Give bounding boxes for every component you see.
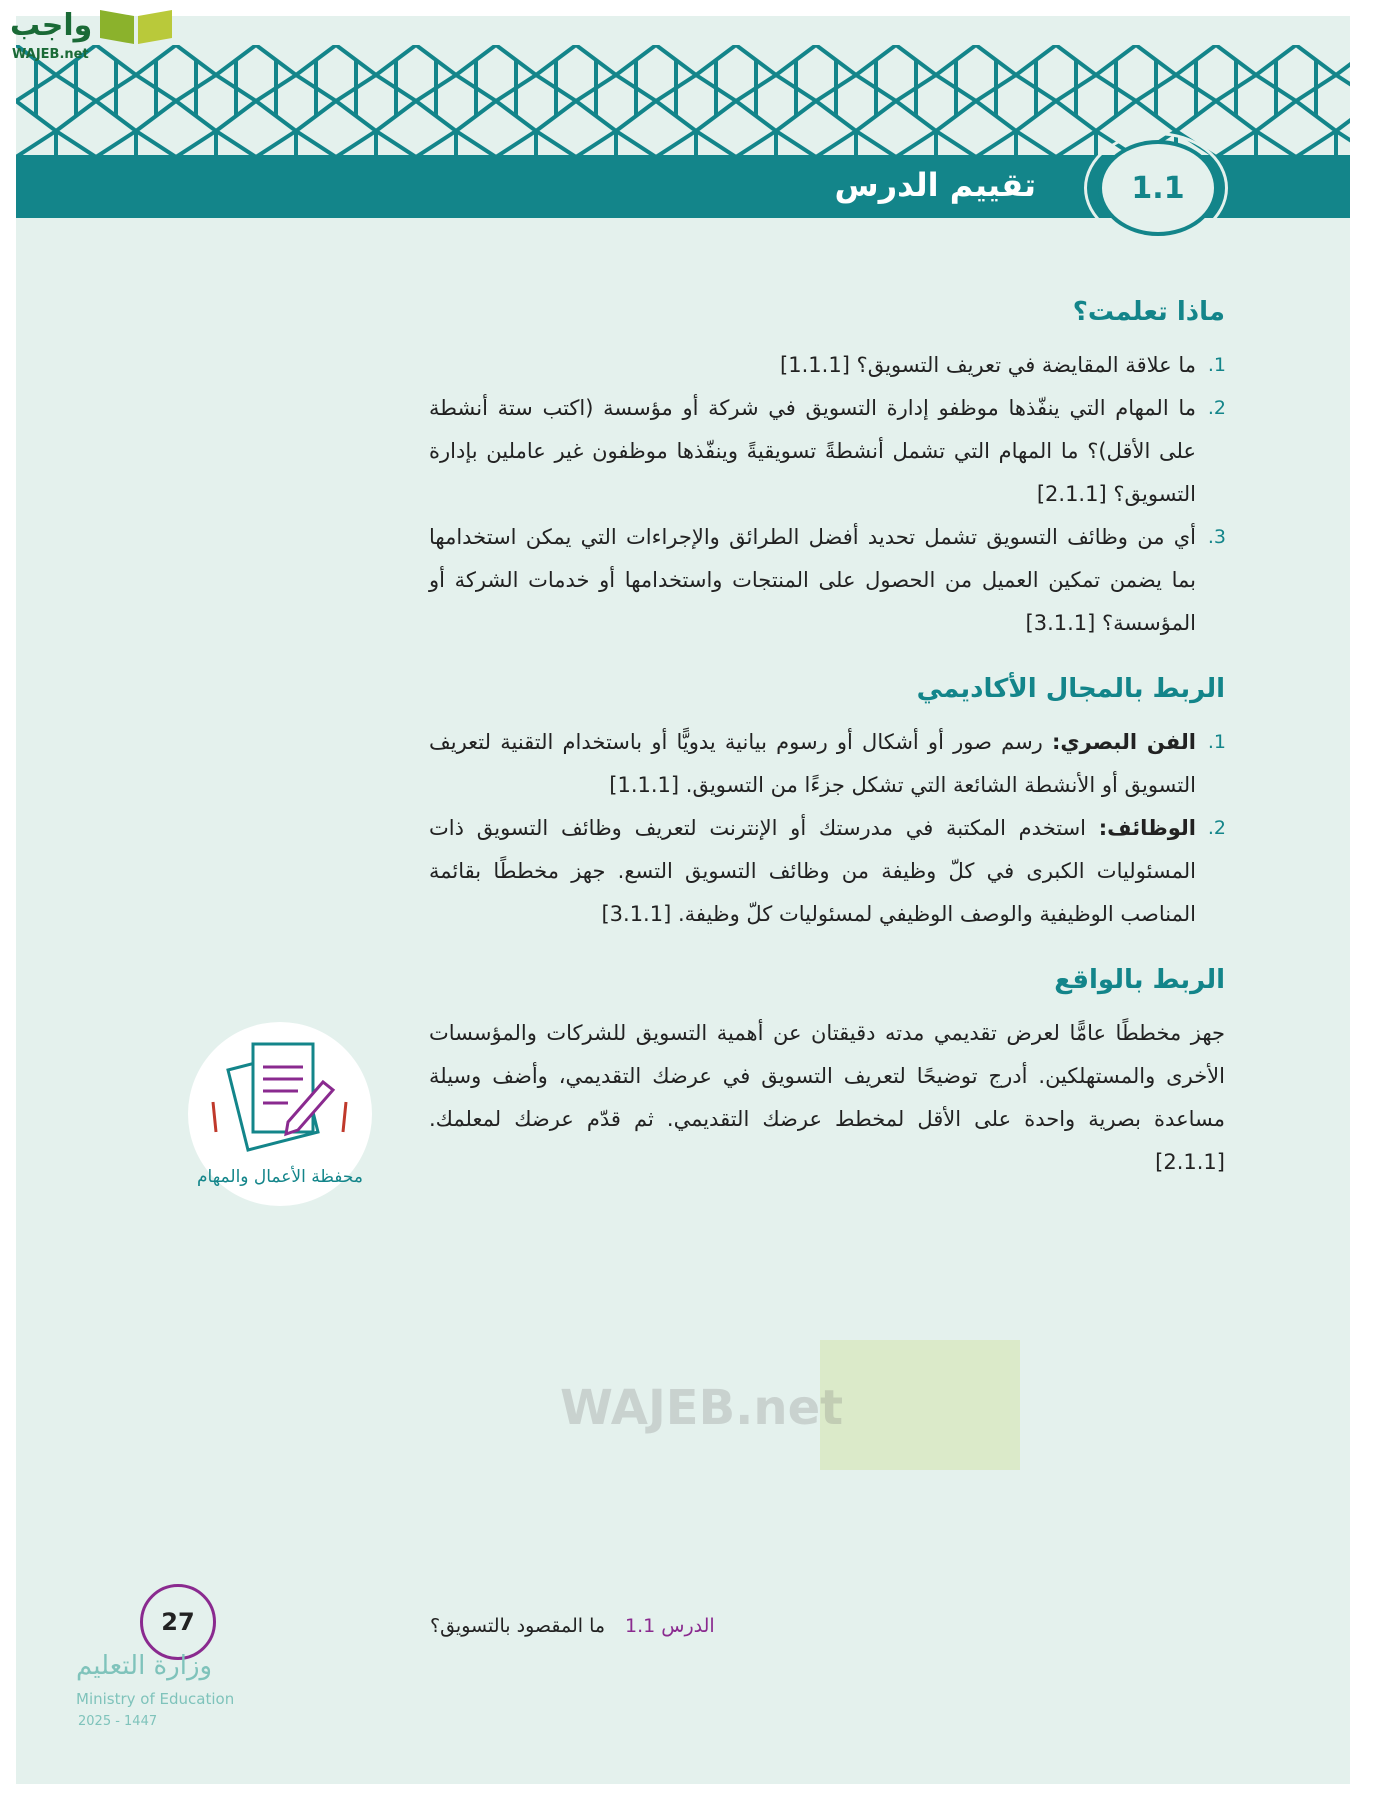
watermark-text: WAJEB.net [560, 1380, 844, 1436]
book-icon [96, 6, 176, 46]
what-learned-list [429, 344, 1226, 645]
edition-year: 2025 - 1447 [78, 1714, 158, 1729]
real-world-paragraph: جهز مخططًا عامًّا لعرض تقديمي مدته دقيقتان عن أهمية التسويق للشركات والمؤسسات الأخرى والمستهلكين. أدرج توضيحًا لتعريف التسويق في عرضك التقديمي، وأضف وسيلة مساعدة بصرية واحدة على الأقل لمخطط عرضك التقديمي. ثم قدّم عرضك لمعلمك. [2.1.1] [429, 1021, 1225, 1174]
ministry-name-ar: وزارة التعليم [76, 1651, 213, 1681]
academic-list [429, 721, 1226, 936]
list-item: 1. ما علاقة المقايضة في تعريف التسويق؟ [1.1.1] [780, 353, 1226, 377]
portfolio-badge [188, 1022, 372, 1206]
logo-subtext: WAJEB.net [12, 47, 89, 62]
page-number: 27 [140, 1584, 216, 1660]
lesson-number: 1.1 [1131, 170, 1185, 206]
footer-lesson: الدرس 1.1ما المقصود بالتسويق؟ [430, 1615, 715, 1637]
lesson-number-badge [1098, 140, 1218, 236]
logo-text: واجب [10, 8, 93, 43]
watermark-book [820, 1340, 1020, 1470]
list-item: 3. أي من وظائف التسويق تشمل تحديد أفضل الطرائق والإجراءات التي يمكن استخدامها بما يضمن تمكين العميل من الحصول على المنتجات واستخدامها أو خدمات الشركة أو المؤسسة؟ [3.1.1] [429, 525, 1226, 635]
portfolio-document-pencil-icon [188, 1022, 372, 1206]
wajeb-logo [10, 6, 176, 46]
list-item: 2. ما المهام التي ينفّذها موظفو إدارة التسويق في شركة أو مؤسسة (اكتب ستة أنشطة على الأقل)؟ ما المهام التي تشمل أنشطةً تسويقيةً وينفّذها موظفون غير عاملين بإدارة التسويق؟ [2.1.1] [429, 396, 1226, 506]
badge-label: محفظة الأعمال والمهام [197, 1167, 363, 1187]
list-item: 1. الفن البصري: رسم صور أو أشكال أو رسوم بيانية يدويًّا أو باستخدام التقنية لتعريف التسويق أو الأنشطة الشائعة التي تشكل جزءًا من التسويق. [1.1.1] [429, 730, 1226, 797]
section-heading-academic: الربط بالمجال الأكاديمي [916, 674, 1225, 704]
list-item: 2. الوظائف: استخدم المكتبة في مدرستك أو الإنترنت لتعريف وظائف التسويق ذات المسئوليات الكبرى في كلّ وظيفة من وظائف التسويق التسع. جهز مخططًا بقائمة المناصب الوظيفية والوصف الوظيفي لمسئوليات كلّ وظيفة. [3.1.1] [429, 816, 1226, 926]
section-heading-real-world: الربط بالواقع [1054, 965, 1225, 995]
ministry-name-en: Ministry of Education [76, 1690, 235, 1708]
section-heading-what-learned: ماذا تعلمت؟ [1072, 297, 1225, 327]
page-title: تقييم الدرس [834, 166, 1036, 204]
lesson-review-content [429, 292, 1225, 1184]
